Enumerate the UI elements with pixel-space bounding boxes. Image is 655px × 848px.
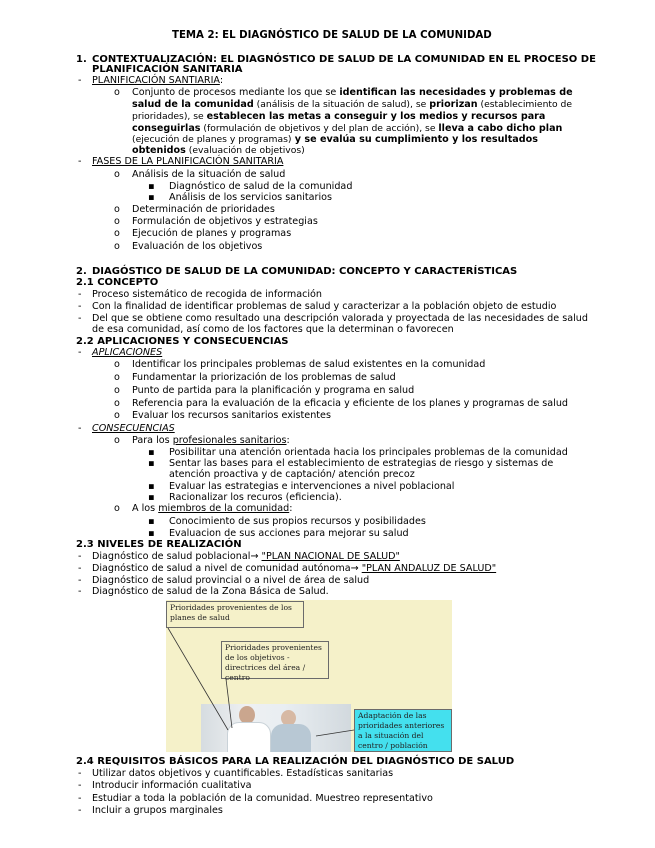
dash-bullet: - xyxy=(78,313,82,324)
application-item: Evaluar los recursos sanitarios existentes xyxy=(132,410,331,421)
dash-bullet: - xyxy=(78,805,82,816)
figure-box-adaptacion: Adaptación de las prioridades anteriores a la situación del centro / población xyxy=(354,709,452,752)
application-item: Fundamentar la priorización de los problemas de salud xyxy=(132,372,396,383)
figure-box-planes: Prioridades provenientes de los planes de salud xyxy=(166,601,304,628)
level-item: Diagnóstico de salud poblacional→ "PLAN NACIONAL DE SALUD" xyxy=(92,551,400,562)
circle-bullet: o xyxy=(114,87,120,98)
application-item: Punto de partida para la planificación y programa en salud xyxy=(132,385,415,396)
phase-item: Determinación de prioridades xyxy=(132,204,275,215)
subheading-label: PLANIFICACIÓN SANTIARIA xyxy=(92,75,220,86)
dash-bullet: - xyxy=(78,75,82,86)
definition-line-6: obtenidos (evaluación de objetivos) xyxy=(132,145,305,156)
professional-item-continued: atención proactiva y de captación/ atención precoz xyxy=(169,469,415,480)
subsection-2-4-heading: 2.4 REQUISITOS BÁSICOS PARA LA REALIZACIÓN DEL DIAGNÓSTICO DE SALUD xyxy=(76,756,515,767)
phase-item: Ejecución de planes y programas xyxy=(132,228,292,239)
application-item: Referencia para la evaluación de la eficacia y eficiente de los planes y programas de salud xyxy=(132,398,569,409)
phase-item: Evaluación de los objetivos xyxy=(132,241,263,252)
aplicaciones-label: APLICACIONES xyxy=(92,347,163,358)
concept-item: Del que se obtiene como resultado una descripción valorada y proyectada de las necesidades de salud xyxy=(92,313,588,324)
circle-bullet: o xyxy=(114,204,120,215)
section-2-heading: DIAGÓSTICO DE SALUD DE LA COMUNIDAD: CONCEPTO Y CARACTERÍSTICAS xyxy=(92,266,518,277)
circle-bullet: o xyxy=(114,410,120,421)
phase-item: Formulación de objetivos y estrategias xyxy=(132,216,318,227)
phase-subitem: Diagnóstico de salud de la comunidad xyxy=(169,181,353,192)
square-bullet: ▪ xyxy=(148,192,155,203)
circle-bullet: o xyxy=(114,241,120,252)
dash-bullet: - xyxy=(78,423,82,434)
section-2-number: 2. xyxy=(76,266,87,277)
circle-bullet: o xyxy=(114,216,120,227)
dash-bullet: - xyxy=(78,563,82,574)
level-item: Diagnóstico de salud provincial o a nivel de área de salud xyxy=(92,575,370,586)
square-bullet: ▪ xyxy=(148,492,155,503)
circle-bullet: o xyxy=(114,169,120,180)
subsection-2-1-heading: 2.1 CONCEPTO xyxy=(76,277,159,288)
level-item: Diagnóstico de salud de la Zona Básica de Salud. xyxy=(92,586,329,597)
subheading-planificacion xyxy=(92,75,223,86)
phase-subitem: Análisis de los servicios sanitarios xyxy=(169,192,332,203)
section-1-number: 1. xyxy=(76,54,87,65)
dash-bullet: - xyxy=(78,289,82,300)
section-1-heading-line1: CONTEXTUALIZACIÓN: EL DIAGNÓSTICO DE SALUD DE LA COMUNIDAD EN EL PROCESO DE xyxy=(92,54,596,65)
requirement-item: Introducir información cualitativa xyxy=(92,780,252,791)
community-item: Evaluacion de sus acciones para mejorar su salud xyxy=(169,528,409,539)
application-item: Identificar los principales problemas de salud existentes en la comunidad xyxy=(132,359,486,370)
connector-line xyxy=(316,730,354,736)
definition-line-3: prioridades), se establecen las metas a conseguir y los medios y recursos para xyxy=(132,111,546,122)
professional-item: Sentar las bases para el establecimiento de estrategias de riesgo y sistemas de xyxy=(169,458,554,469)
concept-item: Proceso sistemático de recogida de información xyxy=(92,289,323,300)
dash-bullet: - xyxy=(78,301,82,312)
subheading-fases: FASES DE LA PLANIFICACIÓN SANITARIA xyxy=(92,156,284,167)
square-bullet: ▪ xyxy=(148,458,155,469)
dash-bullet: - xyxy=(78,347,82,358)
consecuencias-label: CONSECUENCIAS xyxy=(92,423,175,434)
levels-figure xyxy=(166,600,452,752)
circle-bullet: o xyxy=(114,385,120,396)
concept-item-continued: de esa comunidad, así como de los factores que la determinan o favorecen xyxy=(92,324,454,335)
dash-bullet: - xyxy=(78,156,82,167)
definition-line-4: conseguirlas (formulación de objetivos y del plan de acción), se lleva a cabo dicho plan xyxy=(132,123,563,134)
page-title: TEMA 2: EL DIAGNÓSTICO DE SALUD DE LA COMUNIDAD xyxy=(172,30,492,41)
professional-item: Evaluar las estrategias e intervenciones a nivel poblacional xyxy=(169,481,455,492)
figure-box-objetivos: Prioridades provenientes de los objetivos - directrices del área / centro xyxy=(221,641,329,679)
definition-line-2: salud de la comunidad (análisis de la situación de salud), se priorizan (establecimiento de xyxy=(132,99,573,110)
dash-bullet: - xyxy=(78,768,82,779)
square-bullet: ▪ xyxy=(148,528,155,539)
dash-bullet: - xyxy=(78,551,82,562)
dash-bullet: - xyxy=(78,793,82,804)
connector-line xyxy=(226,679,232,728)
square-bullet: ▪ xyxy=(148,181,155,192)
definition-line-5: (ejecución de planes y programas) y se evalúa su cumplimiento y los resultados xyxy=(132,134,538,145)
consequence-group-community: A los miembros de la comunidad: xyxy=(132,503,293,514)
concept-item: Con la finalidad de identificar problemas de salud y caracterizar a la población objeto de estudio xyxy=(92,301,557,312)
circle-bullet: o xyxy=(114,228,120,239)
definition-line-1: Conjunto de procesos mediante los que se identifican las necesidades y problemas de xyxy=(132,87,573,98)
circle-bullet: o xyxy=(114,372,120,383)
community-item: Conocimiento de sus propios recursos y posibilidades xyxy=(169,516,426,527)
dash-bullet: - xyxy=(78,586,82,597)
circle-bullet: o xyxy=(114,435,120,446)
connector-line xyxy=(168,628,228,730)
square-bullet: ▪ xyxy=(148,447,155,458)
subheading-colon: : xyxy=(219,75,224,86)
professional-item: Racionalizar los recuros (eficiencia). xyxy=(169,492,342,503)
phase-item: Análisis de la situación de salud xyxy=(132,169,286,180)
consequence-group-professionals: Para los profesionales sanitarios: xyxy=(132,435,290,446)
level-item: Diagnóstico de salud a nivel de comunidad autónoma→ "PLAN ANDALUZ DE SALUD" xyxy=(92,563,497,574)
requirement-item: Utilizar datos objetivos y cuantificables. Estadísticas sanitarias xyxy=(92,768,394,779)
dash-bullet: - xyxy=(78,780,82,791)
square-bullet: ▪ xyxy=(148,481,155,492)
subsection-2-3-heading: 2.3 NIVELES DE REALIZACIÓN xyxy=(76,539,242,550)
section-1-heading-line2: PLANIFICACIÓN SANITARIA xyxy=(92,64,243,75)
circle-bullet: o xyxy=(114,503,120,514)
dash-bullet: - xyxy=(78,575,82,586)
square-bullet: ▪ xyxy=(148,516,155,527)
circle-bullet: o xyxy=(114,398,120,409)
subsection-2-2-heading: 2.2 APLICACIONES Y CONSECUENCIAS xyxy=(76,336,289,347)
professional-item: Posibilitar una atención orientada hacia los principales problemas de la comunidad xyxy=(169,447,568,458)
requirement-item: Estudiar a toda la población de la comunidad. Muestreo representativo xyxy=(92,793,433,804)
requirement-item: Incluir a grupos marginales xyxy=(92,805,223,816)
circle-bullet: o xyxy=(114,359,120,370)
